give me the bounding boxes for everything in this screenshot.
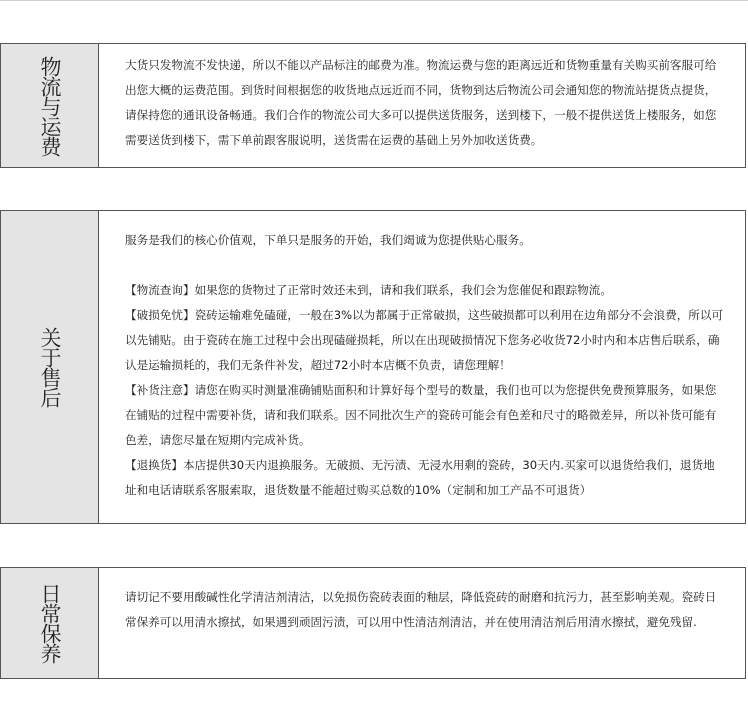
section-maintenance	[0, 567, 746, 679]
paragraph: 请切记不要用酸碱性化学清洁剂清洁，以免损伤瓷砖表面的釉层，降低瓷砖的耐磨和抗污力，甚至影响美观。瓷砖日常保养可以用清水擦拭，如果遇到顽固污渍，可以用中性清洁剂清洁，并在使用清洁剂后用清水擦拭，避免残留.	[125, 590, 717, 629]
section-title: 物流与运费	[38, 55, 62, 156]
top-divider	[0, 0, 748, 1]
section-sidebar	[1, 568, 99, 678]
section-sidebar	[1, 211, 99, 523]
paragraph-returns: 【退换货】本店提供30天内退换服务。无破损、无污渍、无浸水用剩的瓷砖，30天内.买家可以退货给我们，退货地址和电话请联系客服索取，退货数量不能超过购买总数的10%（定制和加工产品不可退货）	[125, 458, 715, 497]
section-content	[99, 44, 745, 167]
paragraph-intro: 服务是我们的核心价值观，下单只是服务的开始，我们竭诚为您提供贴心服务。	[125, 233, 531, 247]
section-title: 日常保养	[38, 583, 62, 663]
section-logistics	[0, 43, 746, 168]
paragraph-damage: 【破损免忧】瓷砖运输难免磕碰，一般在3%以为都属于正常破损，这些破损都可以利用在边角部分不会浪费，所以可以先铺贴。由于瓷砖在施工过程中会出现磕碰损耗，所以在出现破损情况下您务必收货72小时内和本店售后联系，确认是运输损耗的，我们无条件补发，超过72小时本店概不负责，请您理解！	[125, 308, 724, 372]
section-content	[99, 211, 745, 523]
paragraph: 大货只发物流不发快递，所以不能以产品标注的邮费为准。物流运费与您的距离远近和货物重量有关购买前客服可给出您大概的运费范围。到货时间根据您的收货地点远近而不同，货物到达后物流公司会通知您的物流站提货点提货，请保持您的通讯设备畅通。我们合作的物流公司大多可以提供送货服务，送到楼下，一般不提供送货上楼服务，如您需要送货到楼下，需下单前跟客服说明，送货需在运费的基础上另外加收送货费。	[125, 58, 717, 147]
section-after-sales	[0, 210, 746, 524]
section-title: 关于售后	[38, 327, 62, 407]
section-content	[99, 568, 745, 678]
section-sidebar	[1, 44, 99, 167]
paragraph-logistics-query: 【物流查询】如果您的货物过了正常时效还未到，请和我们联系，我们会为您催促和跟踪物流。	[125, 283, 612, 297]
paragraph-restock: 【补货注意】请您在购买时测量准确铺贴面积和计算好每个型号的数量，我们也可以为您提供免费预算服务，如果您在铺贴的过程中需要补货，请和我们联系。因不同批次生产的瓷砖可能会有色差和尺寸的略微差异，所以补货可能有色差，请您尽量在短期内完成补货。	[125, 383, 717, 447]
